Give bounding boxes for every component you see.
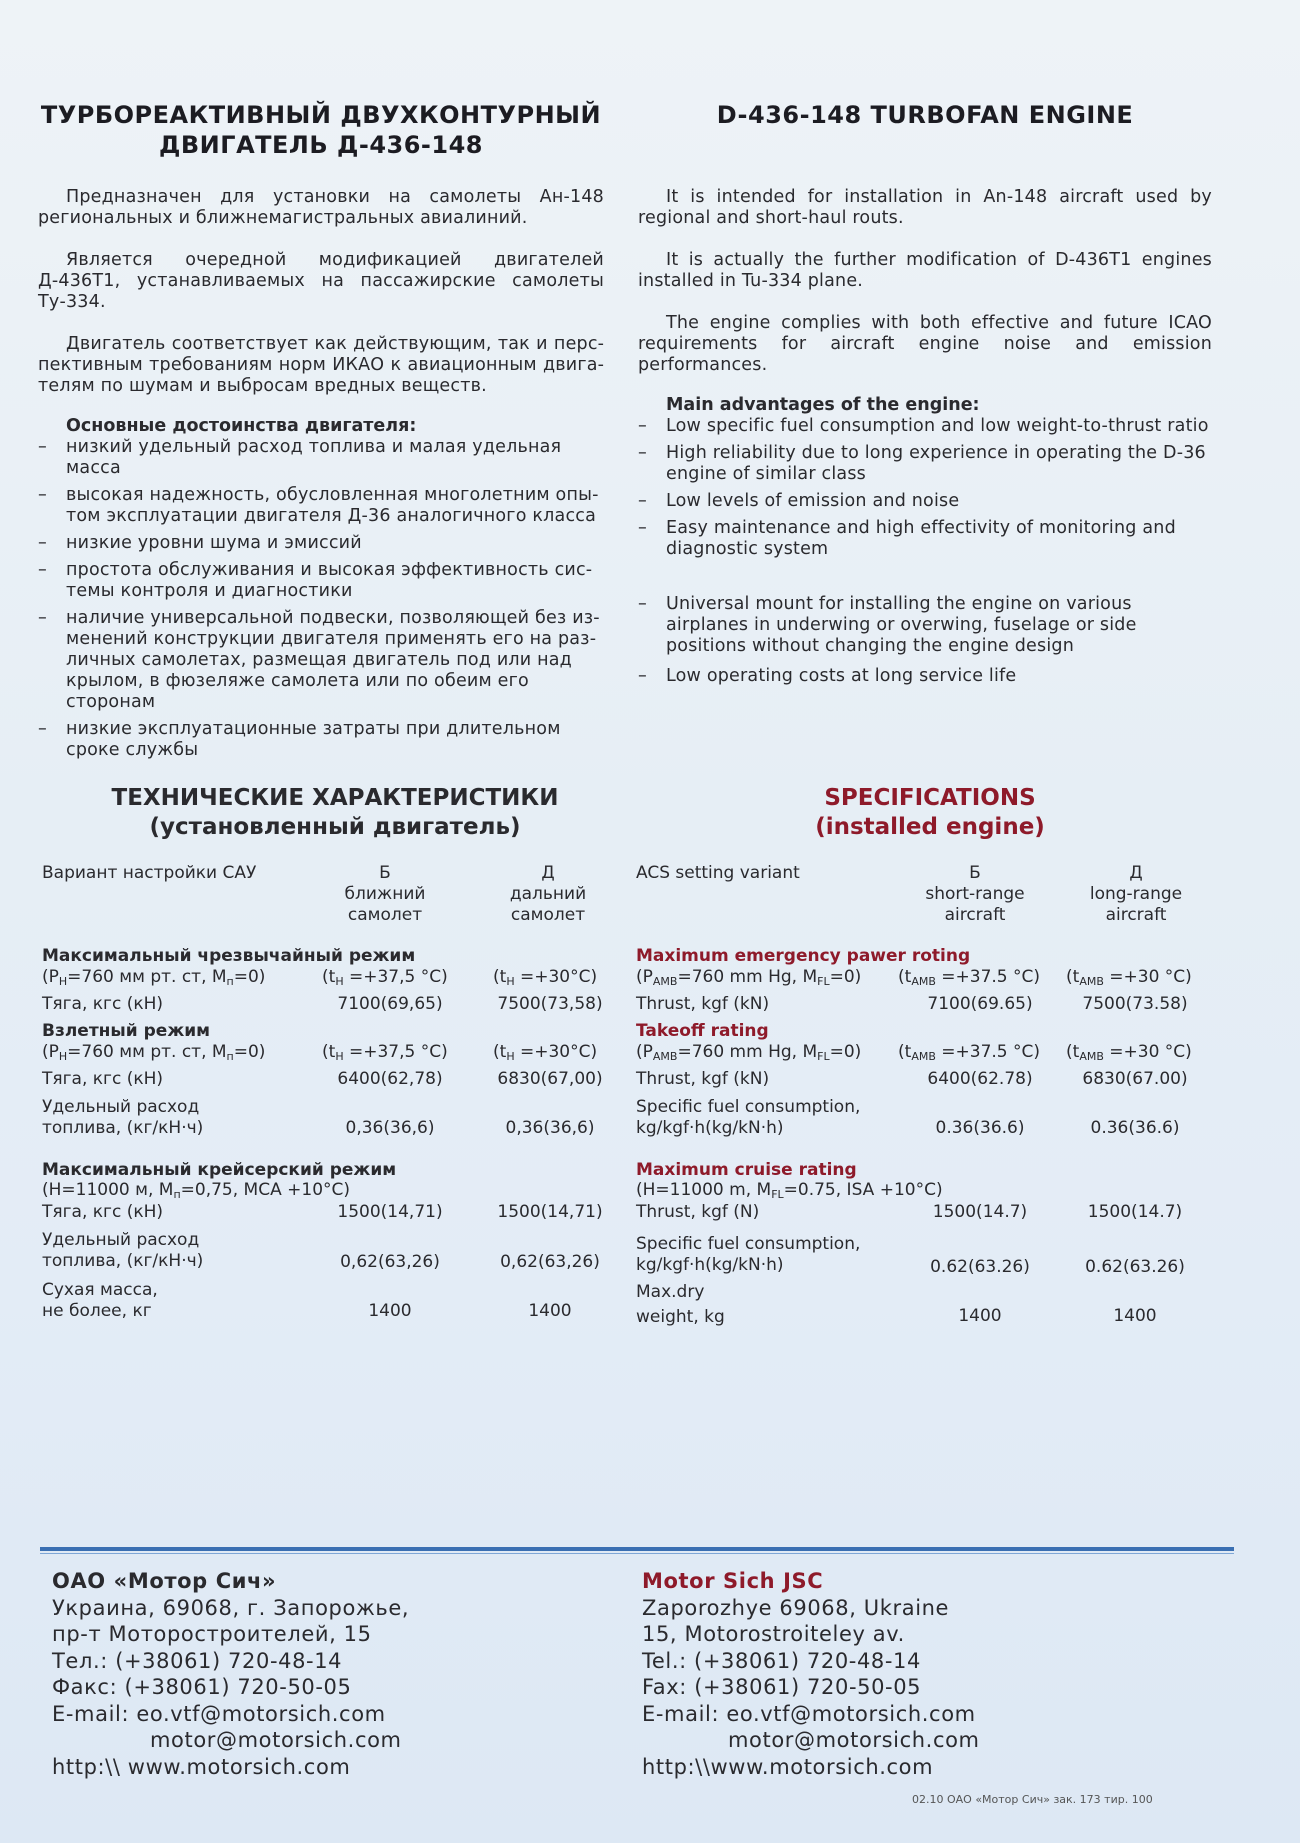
footer-ru-email-2[interactable]: motor@motorsich.com <box>150 1728 402 1752</box>
en-cr-thrust-b: 1500(14.7) <box>932 1202 1028 1222</box>
ru-advantages-list <box>38 437 604 761</box>
ru-thrust-label: Тяга, кгс (кН) <box>42 994 164 1014</box>
en-takeoff-thrust-label: Thrust, kgf (kN) <box>636 1069 770 1089</box>
ru-mass-label: Сухая масса, не более, кг <box>42 1280 158 1321</box>
ru-cruise-thrust-label: Тяга, кгс (кН) <box>42 1202 164 1222</box>
footer-ru-line: Украина, 69068, г. Запорожье, <box>52 1595 410 1620</box>
ru-mass-b: 1400 <box>368 1301 412 1321</box>
list-item: – низкий удельный расход топлива и малая удельная масса <box>38 437 562 478</box>
footer-ru-company: ОАО «Мотор Сич» <box>52 1569 277 1593</box>
en-to-sfc-d: 0.36(36.6) <box>1090 1118 1180 1138</box>
en-emergency-temp-b: ($t_{AMB} =+37.5$ °С) <box>898 967 1041 988</box>
footer-en-phone: Tel.: (+38061) 720-48-14 <box>642 1648 921 1673</box>
en-emergency-heading: Maximum emergency pawer roting <box>636 946 971 966</box>
print-note: 02.10 ОАО «Мотор Сич» зак. 173 тир. 100 <box>912 1793 1153 1806</box>
en-variant-label: ACS setting variant <box>636 863 800 883</box>
ru-emergency-conditions: ($P_Н=760$ мм рт. ст, $M_п=0$) <box>42 967 266 988</box>
en-cruise-conditions: (H=11000 m, $M_{FL}=0.75$, ISA +10°C) <box>636 1180 943 1201</box>
en-to-thrust-b: 6400(62.78) <box>927 1069 1033 1089</box>
ru-to-thrust-b: 6400(62,78) <box>337 1069 443 1089</box>
ru-para-2: Является очередной модификацией двигателей Д-436Т1, устанавливаемых на пассажирские самолеты Ту-334. <box>38 250 604 312</box>
list-item: – Low levels of emission and noise <box>638 491 960 511</box>
en-cr-thrust-d: 1500(14.7) <box>1087 1202 1183 1222</box>
ru-emergency-temp-b: ($t_Н =+37,5$ °С) <box>322 967 448 988</box>
ru-takeoff-conditions: ($P_Н=760$ мм рт. ст, $M_п=0$) <box>42 1042 266 1063</box>
ru-col-b-header: Б ближний самолет <box>344 863 426 925</box>
footer-divider-thin <box>40 1553 1234 1554</box>
footer-en-website[interactable]: http:\\www.motorsich.com <box>642 1754 934 1779</box>
list-item: – высокая надежность, обусловленная многолетним опытом эксплуатации двигателя Д-36 аналогичного класса <box>38 485 599 526</box>
ru-emergency-temp-d: $(t_Н =+30^\circ С)$ <box>493 967 598 988</box>
en-em-thrust-b: 7100(69.65) <box>927 994 1033 1014</box>
footer-ru-email[interactable]: E-mail: eo.vtf@motorsich.com <box>52 1701 386 1726</box>
footer-ru-phone: Тел.: (+38061) 720-48-14 <box>52 1648 343 1673</box>
list-item: – низкие уровни шума и эмиссий <box>38 533 362 553</box>
list-item: – Universal mount for installing the engine on various airplanes in underwing or overwing, fuselage or side positions without changing the engine design <box>638 594 1137 656</box>
en-to-thrust-d: 6830(67.00) <box>1082 1069 1188 1089</box>
en-emergency-temp-d: ($t_{AMB} =+30$ °С) <box>1066 967 1192 988</box>
en-to-sfc-b: 0.36(36.6) <box>935 1118 1025 1138</box>
list-item: – Easy maintenance and high effectivity of monitoring and diagnostic system <box>638 518 1176 559</box>
footer-ru-line: пр-т Моторостроителей, 15 <box>52 1622 372 1646</box>
footer-en-line: 15, Motorostroiteley av. <box>642 1622 905 1646</box>
ru-to-thrust-d: 6830(67,00) <box>497 1069 603 1089</box>
en-sfc-label: Specific fuel consumption, kg/kgf·h(kg/kN·h) <box>636 1097 861 1138</box>
en-para-2: It is actually the further modification of D-436T1 engines installed in Tu-334 plane. <box>638 250 1212 291</box>
ru-para-1: Предназначен для установки на самолеты Ан-148 региональных и ближнемагистральных авиалиний. <box>38 187 604 228</box>
ru-title-line1: ТУРБОРЕАКТИВНЫЙ ДВУХКОНТУРНЫЙ <box>40 101 602 129</box>
ru-to-sfc-b: 0,36(36,6) <box>345 1118 435 1138</box>
ru-em-thrust-d: 7500(73,58) <box>497 994 603 1014</box>
list-item: – Low operating costs at long service life <box>638 666 1017 686</box>
ru-para-3: Двигатель соответствует как действующим, так и перспективным требованиям норм ИКАО к авиационным двигателям по шумам и выбросам вредных веществ. <box>38 334 604 396</box>
list-item: – High reliability due to long experience in operating the D-36 engine of similar class <box>638 443 1206 484</box>
en-thrust-label: Thrust, kgf (kN) <box>636 994 770 1014</box>
en-title: D-436-148 TURBOFAN ENGINE <box>716 101 1134 129</box>
en-advantages-heading: Main advantages of the engine: <box>666 395 980 415</box>
ru-em-thrust-b: 7100(69,65) <box>337 994 443 1014</box>
list-item: – наличие универсальной подвески, позволяющей без изменений конструкции двигателя применять его на различных самолетах, размещая двигатель под или над крылом, в фюзеляже самолета или по обеим его сторонам <box>38 608 600 712</box>
en-cruise-sfc-label: Specific fuel consumption, kg/kgf·h(kg/kN·h) <box>636 1234 861 1275</box>
footer-en-line: Zaporozhye 69068, Ukraine <box>642 1595 950 1620</box>
footer-ru-contacts <box>52 1568 409 1780</box>
en-takeoff-conditions: ($P_{AMB}=760$ mm Hg, $M_{FL}=0$) <box>636 1042 862 1063</box>
en-para-1: It is intended for installation in An-148 aircraft used by regional and short-haul routs. <box>638 187 1212 228</box>
list-item: – Low specific fuel consumption and low weight-to-thrust ratio <box>638 416 1209 436</box>
footer-en-fax: Fax: (+38061) 720-50-05 <box>642 1675 922 1699</box>
en-mass-b: 1400 <box>958 1306 1002 1326</box>
en-takeoff-heading: Takeoff rating <box>636 1021 769 1041</box>
en-cruise-thrust-label: Thrust, kgf (N) <box>636 1202 760 1222</box>
en-col-b-header: Б short-range aircraft <box>925 863 1025 925</box>
ru-title-line2: ДВИГАТЕЛЬ Д-436-148 <box>159 131 483 159</box>
ru-mass-d: 1400 <box>528 1301 572 1321</box>
ru-takeoff-temp-b: ($t_Н =+37,5$ °С) <box>322 1042 448 1063</box>
en-cr-sfc-b: 0.62(63.26) <box>930 1257 1030 1277</box>
en-takeoff-temp-b: ($t_{AMB} =+37.5$ °С) <box>898 1042 1041 1063</box>
ru-cruise-conditions: (Н=11000 м, $M_п=0,75$, МСА +10°С) <box>42 1180 351 1201</box>
list-item: – низкие эксплуатационные затраты при длительном сроке службы <box>38 719 561 760</box>
en-emergency-conditions: ($P_{AMB}=760$ mm Hg, $M_{FL}=0$) <box>636 967 862 988</box>
en-advantages-list <box>638 416 1212 687</box>
ru-cr-sfc-b: 0,62(63,26) <box>340 1252 440 1272</box>
ru-spec-title: ТЕХНИЧЕСКИЕ ХАРАКТЕРИСТИКИ (установленный двигатель) <box>111 785 559 840</box>
footer-ru-fax: Факс: (+38061) 720-50-05 <box>52 1675 352 1699</box>
en-spec-title: SPECIFICATIONS (installed engine) <box>815 785 1045 840</box>
ru-advantages-heading: Основные достоинства двигателя: <box>66 416 417 436</box>
ru-cruise-heading: Максимальный крейсерский режим <box>42 1160 397 1180</box>
ru-variant-label: Вариант настройки САУ <box>42 863 257 883</box>
ru-takeoff-temp-d: $(t_Н =+30^\circ С)$ <box>493 1042 598 1063</box>
en-para-3: The engine complies with both effective and future ICAO requirements for aircraft engine noise and emission performances. <box>638 313 1212 375</box>
footer-en-email-2[interactable]: motor@motorsich.com <box>728 1728 980 1752</box>
ru-intro <box>38 100 604 761</box>
ru-emergency-heading: Максимальный чрезвычайный режим <box>42 946 416 966</box>
en-intro <box>638 100 1212 687</box>
en-cruise-heading: Maximum cruise rating <box>636 1160 857 1180</box>
en-mass-label: Max.dry weight, kg <box>636 1282 725 1327</box>
en-cr-sfc-d: 0.62(63.26) <box>1085 1257 1185 1277</box>
footer-ru-website[interactable]: http:\\ www.motorsich.com <box>52 1754 351 1779</box>
ru-cr-thrust-d: 1500(14,71) <box>497 1202 603 1222</box>
list-item: – простота обслуживания и высокая эффективность системы контроля и диагностики <box>38 560 593 601</box>
en-mass-d: 1400 <box>1113 1306 1157 1326</box>
en-takeoff-temp-d: ($t_{AMB} =+30$ °С) <box>1066 1042 1192 1063</box>
ru-cr-sfc-d: 0,62(63,26) <box>500 1252 600 1272</box>
footer-en-contacts <box>642 1568 980 1780</box>
ru-takeoff-heading: Взлетный режим <box>42 1021 211 1041</box>
ru-to-sfc-d: 0,36(36,6) <box>505 1118 595 1138</box>
footer-en-email[interactable]: E-mail: eo.vtf@motorsich.com <box>642 1701 976 1726</box>
ru-sfc-label: Удельный расход топлива, (кг/кН·ч) <box>42 1097 204 1138</box>
ru-cruise-sfc-label: Удельный расход топлива, (кг/кН·ч) <box>42 1230 204 1271</box>
en-col-d-header: Д long-range aircraft <box>1089 863 1183 925</box>
ru-col-d-header: Д дальний самолет <box>509 863 587 925</box>
ru-cr-thrust-b: 1500(14,71) <box>337 1202 443 1222</box>
footer-en-company: Motor Sich JSC <box>642 1569 824 1593</box>
footer-divider <box>40 1547 1234 1551</box>
ru-takeoff-thrust-label: Тяга, кгс (кН) <box>42 1069 164 1089</box>
en-em-thrust-d: 7500(73.58) <box>1082 994 1188 1014</box>
